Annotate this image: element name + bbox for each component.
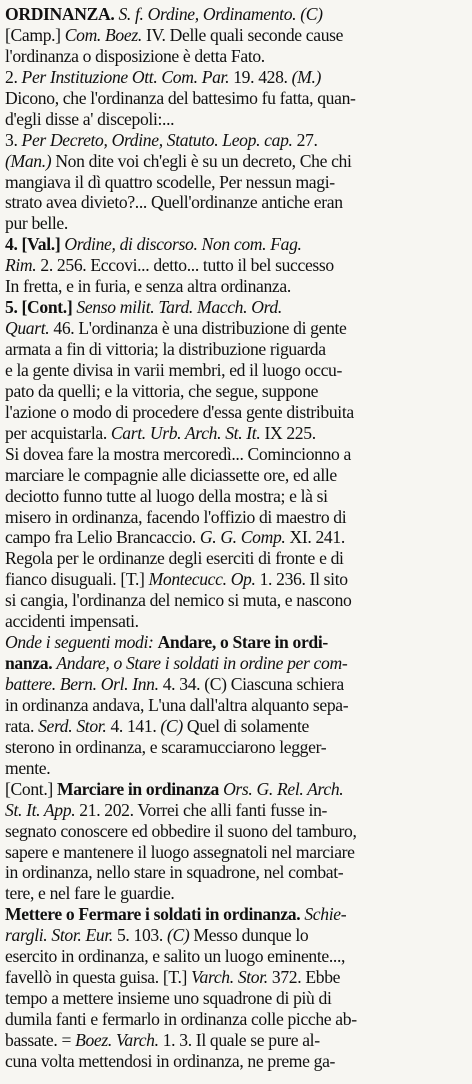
text-line bbox=[5, 360, 464, 381]
italic-text: battere. Bern. Orl. Inn. bbox=[5, 674, 159, 694]
italic-text: Ors. G. Rel. Arch. bbox=[223, 778, 344, 799]
plain-text: l'ordinanza o disposizione è detta Fato. bbox=[5, 45, 265, 66]
text-line bbox=[5, 88, 464, 109]
italic-text: G. G. Comp. bbox=[199, 527, 286, 548]
plain-text: sapere e mantenere il luogo assegnatoli nel marciare bbox=[5, 841, 355, 862]
text-line bbox=[5, 527, 464, 548]
plain-text: dumila fanti e fermarlo in ordinanza colle picche ab- bbox=[5, 1009, 357, 1029]
plain-text: favellò in questa guisa. [T.] bbox=[5, 967, 192, 988]
text-line bbox=[5, 507, 464, 528]
plain-text: 5. 103. bbox=[112, 925, 167, 946]
text-line bbox=[5, 862, 464, 883]
text-line bbox=[5, 465, 464, 486]
plain-text: 27. bbox=[292, 129, 318, 150]
plain-text: Dicono, che l'ordinanza del battesimo fu fatta, quan- bbox=[5, 87, 356, 108]
text-line bbox=[5, 276, 464, 297]
text-line bbox=[5, 1009, 464, 1030]
plain-text: [Camp.] bbox=[5, 24, 65, 45]
italic-text: (C) bbox=[160, 715, 183, 736]
plain-text: 2. bbox=[5, 66, 22, 87]
text-line bbox=[5, 716, 464, 737]
text-line bbox=[5, 172, 464, 193]
italic-text: St. It. App. bbox=[5, 799, 76, 820]
bold-text: ORDINANZA. bbox=[5, 4, 115, 24]
plain-text: 19. 428. bbox=[229, 66, 292, 87]
italic-text: (C) bbox=[166, 925, 190, 946]
text-line bbox=[5, 569, 464, 590]
italic-text: Serd. Stor. bbox=[38, 715, 107, 736]
italic-text: Com. Boez. bbox=[64, 24, 142, 45]
text-line bbox=[5, 297, 464, 318]
text-line bbox=[5, 402, 464, 423]
text-line bbox=[5, 1051, 464, 1072]
plain-text: e la gente divisa in varii membri, ed il luogo occu- bbox=[5, 359, 342, 380]
plain-text: rata. bbox=[5, 715, 39, 736]
text-line bbox=[5, 967, 464, 988]
plain-text: Si dovea fare la mostra mercoredì... Comincionno a bbox=[5, 443, 351, 464]
plain-text: 46. L'ordinanza è una distribuzione di gente bbox=[49, 318, 347, 339]
plain-text: si cangia, l'ordinanza del nemico si muta, e nascono bbox=[5, 590, 352, 611]
italic-text: Per Decreto, Ordine, Statuto. Leop. cap. bbox=[21, 129, 293, 150]
text-line bbox=[5, 611, 464, 632]
plain-text: 4. 141. bbox=[106, 715, 161, 736]
plain-text: 21. 202. Vorrei che alli fanti fusse in- bbox=[75, 799, 328, 820]
text-line bbox=[5, 46, 464, 67]
plain-text: pur belle. bbox=[5, 213, 68, 234]
text-line bbox=[5, 632, 464, 653]
italic-text: (Man.) bbox=[5, 150, 52, 171]
italic-text: Boez. Varch. bbox=[75, 1029, 159, 1050]
text-line bbox=[5, 548, 464, 569]
plain-text: bassate. = bbox=[5, 1029, 76, 1050]
plain-text: 3. bbox=[5, 129, 22, 150]
plain-text: 372. Ebbe bbox=[267, 967, 341, 988]
plain-text: accidenti impensati. bbox=[5, 611, 139, 632]
plain-text: deciotto funno tutte al luogo della mostra; e là si bbox=[5, 485, 328, 506]
italic-text: Montecucc. Op. bbox=[148, 569, 256, 590]
italic-text: S. f. Ordine, Ordinamento. (C) bbox=[118, 4, 323, 24]
italic-text: Andare, o Stare i soldati in ordine per com- bbox=[56, 653, 348, 674]
plain-text: Quel di solamente bbox=[182, 715, 309, 736]
italic-text: Senso milit. Tard. Macch. Ord. bbox=[76, 297, 282, 318]
text-line bbox=[5, 779, 464, 800]
plain-text: 2. 256. Eccovi... detto... tutto il bel successo bbox=[36, 255, 334, 276]
plain-text: d'egli disse a' discepoli:... bbox=[5, 108, 175, 129]
text-line bbox=[5, 255, 464, 276]
text-line bbox=[5, 821, 464, 842]
italic-text: Per Instituzione Ott. Com. Par. bbox=[21, 66, 230, 87]
plain-text: armata a fin di vittoria; la distribuzione riguarda bbox=[5, 339, 326, 359]
plain-text: pato da quelli; e la vittoria, che segue, suppone bbox=[5, 380, 319, 401]
plain-text: 4. 34. (C) Ciascuna schiera bbox=[158, 674, 344, 694]
plain-text: mente. bbox=[5, 757, 51, 778]
bold-text: 4. [Val.] bbox=[5, 234, 65, 255]
plain-text: Messo dunque lo bbox=[189, 925, 309, 946]
plain-text: cuna volta mettendosi in ordinanza, ne preme ga- bbox=[5, 1050, 336, 1071]
plain-text: misero in ordinanza, facendo l'offizio di maestro di bbox=[5, 506, 347, 527]
text-line bbox=[5, 800, 464, 821]
bold-text: nanza. bbox=[5, 653, 53, 674]
text-line bbox=[5, 151, 464, 172]
italic-text: Quart. bbox=[5, 318, 50, 339]
text-line bbox=[5, 758, 464, 779]
plain-text: campo fra Lelio Brancaccio. bbox=[5, 527, 200, 548]
text-line bbox=[5, 423, 464, 444]
text-line bbox=[5, 925, 464, 946]
dictionary-entry-ordinanza bbox=[5, 4, 464, 1072]
plain-text: per acquistarla. bbox=[5, 422, 111, 443]
text-line bbox=[5, 444, 464, 465]
plain-text: Regola per le ordinanze degli eserciti di fronte e di bbox=[5, 548, 344, 569]
italic-text: Onde i seguenti modi: bbox=[5, 632, 158, 653]
text-line bbox=[5, 946, 464, 967]
text-line bbox=[5, 1030, 464, 1051]
italic-text: (M.) bbox=[291, 66, 322, 87]
plain-text: 1. 3. Il quale se pure al- bbox=[158, 1029, 320, 1050]
text-line bbox=[5, 695, 464, 716]
plain-text: IX 225. bbox=[260, 422, 316, 443]
text-line bbox=[5, 381, 464, 402]
plain-text: tempo a mettere insieme uno squadrone di più di bbox=[5, 988, 332, 1009]
italic-text: Varch. Stor. bbox=[191, 967, 268, 988]
plain-text: in ordinanza andava, L'una dall'altra alquanto sepa- bbox=[5, 694, 349, 715]
text-line bbox=[5, 318, 464, 339]
text-line bbox=[5, 737, 464, 758]
bold-text: Marciare in ordinanza bbox=[56, 778, 219, 799]
bold-text: 5. [Cont.] bbox=[5, 297, 77, 318]
plain-text: fianco disuguali. [T.] bbox=[5, 569, 149, 590]
plain-text: mangiava il dì quattro scodelle, Per nessun magi- bbox=[5, 171, 335, 192]
text-line bbox=[5, 25, 464, 46]
plain-text: strato avea divieto?... Quell'ordinanze antiche eran bbox=[5, 192, 343, 213]
plain-text: sterono in ordinanza, e scaramucciarono legger- bbox=[5, 736, 327, 757]
text-line bbox=[5, 883, 464, 904]
text-line bbox=[5, 988, 464, 1009]
plain-text: in ordinanza, nello stare in squadrone, nel combat- bbox=[5, 862, 344, 883]
plain-text: Non dite voi ch'egli è su un decreto, Che chi bbox=[51, 150, 352, 171]
bold-text: Mettere o Fermare i soldati in ordinanza. bbox=[5, 904, 301, 925]
text-line bbox=[5, 674, 464, 695]
plain-text: tere, e nel fare le guardie. bbox=[5, 883, 175, 904]
text-line bbox=[5, 192, 464, 213]
italic-text: Rim. bbox=[5, 255, 37, 276]
plain-text: marciare le compagnie alle diciassette ore, ed alle bbox=[5, 464, 337, 485]
text-line bbox=[5, 590, 464, 611]
text-line bbox=[5, 653, 464, 674]
text-line bbox=[5, 213, 464, 234]
plain-text: segnato conoscere ed obbedire il suono del tamburo, bbox=[5, 820, 357, 841]
plain-text: 1. 236. Il sito bbox=[255, 569, 348, 590]
text-line bbox=[5, 486, 464, 507]
plain-text: XI. 241. bbox=[285, 527, 345, 548]
bold-text: Andare, o Stare in ordi- bbox=[157, 632, 328, 653]
text-line bbox=[5, 4, 464, 25]
plain-text: esercito in ordinanza, e salito un luogo eminente..., bbox=[5, 946, 346, 967]
italic-text: Ordine, di discorso. Non com. Fag. bbox=[64, 234, 302, 255]
text-line bbox=[5, 109, 464, 130]
italic-text: Cart. Urb. Arch. St. It. bbox=[110, 422, 261, 443]
text-line bbox=[5, 130, 464, 151]
italic-text: Schie- bbox=[304, 904, 347, 925]
plain-text: IV. Delle quali seconde cause bbox=[141, 24, 344, 45]
text-line bbox=[5, 67, 464, 88]
text-line bbox=[5, 234, 464, 255]
text-line bbox=[5, 904, 464, 925]
plain-text: In fretta, e in furia, e senza altra ordinanza. bbox=[5, 276, 291, 297]
italic-text: rargli. Stor. Eur. bbox=[5, 925, 113, 946]
text-line bbox=[5, 842, 464, 863]
text-line bbox=[5, 339, 464, 360]
plain-text: [Cont.] bbox=[5, 778, 57, 799]
plain-text: l'azione o modo di procedere d'essa gente distribuita bbox=[5, 401, 354, 422]
